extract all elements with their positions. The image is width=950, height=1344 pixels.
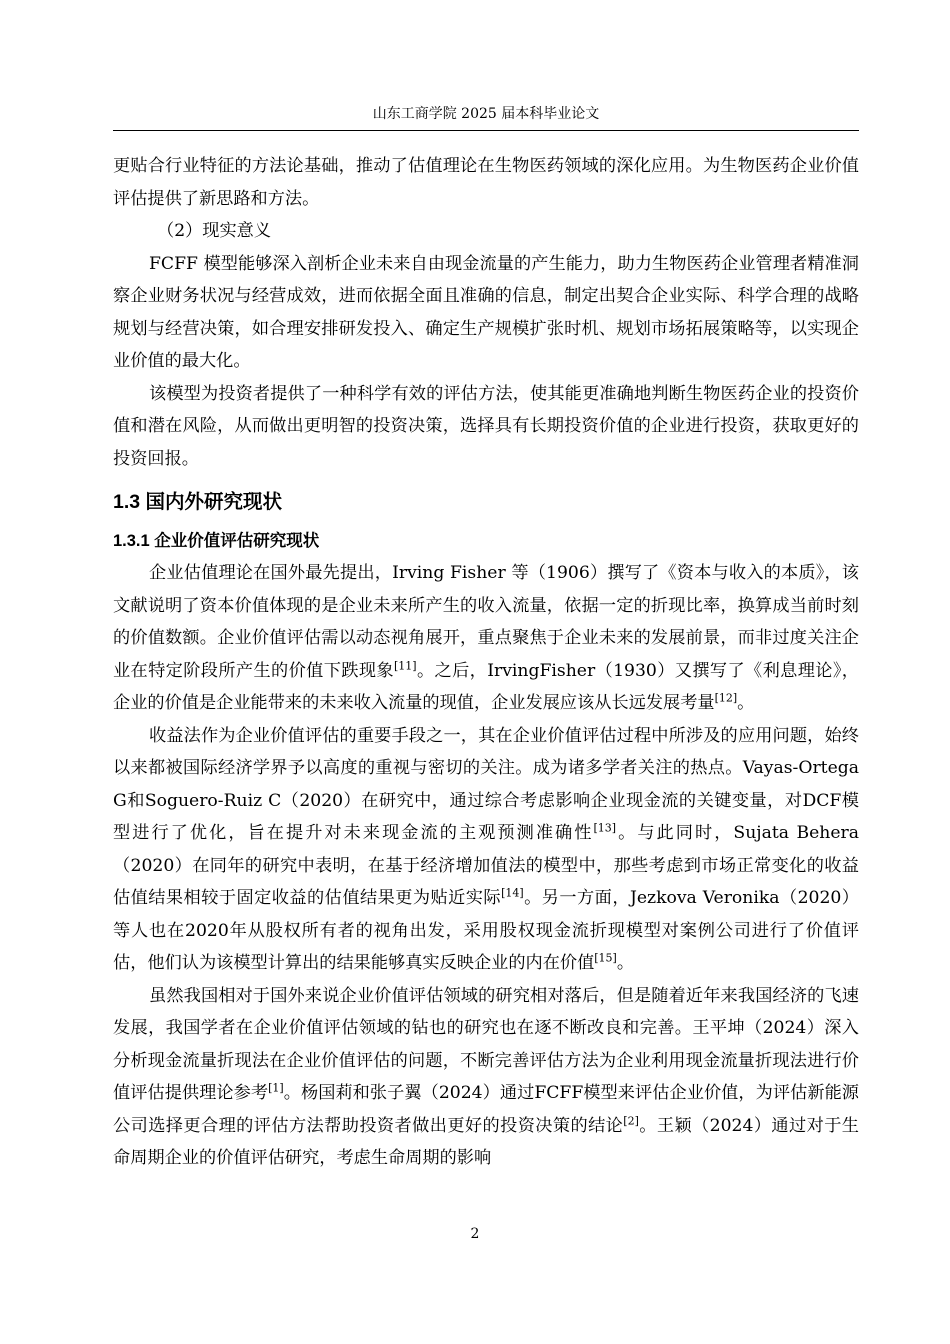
page-body — [113, 150, 859, 1175]
citation-ref: [13] — [593, 821, 617, 835]
paragraph-income-approach — [113, 720, 859, 980]
text-run: 。 — [737, 693, 755, 713]
citation-ref: [2] — [623, 1113, 639, 1127]
citation-ref: [11] — [393, 658, 417, 672]
citation-ref: [15] — [594, 951, 617, 965]
text-run: 。另一方面，Jezkova Veronika（2020）等人也在2020年从股权所有者的视角出发，采用股权现金流折现模型对案例公司进行了价值评估，他们认为该模型计算出的结果能够真实反映企业的内在价值 — [113, 888, 859, 973]
list-item-practical-significance: （2）现实意义 — [157, 221, 272, 241]
subsection-heading-1-3-1: 1.3.1 企业价值评估研究现状 — [113, 532, 320, 550]
paragraph-fcff-management: FCFF 模型能够深入剖析企业未来自由现金流量的产生能力，助力生物医药企业管理者精准洞察企业财务状况与经营成效，进而依据全面且准确的信息，制定出契合企业实际、科学合理的战略规划与经营决策，如合理安排研发投入、确定生产规模扩张时机、规划市场拓展策略等，以实现企业价值的最大化。 — [113, 253, 859, 371]
paragraph-continued: 更贴合行业特征的方法论基础，推动了估值理论在生物医药领域的深化应用。为生物医药企业价值评估提供了新思路和方法。 — [113, 156, 859, 209]
page-number: 2 — [470, 1226, 480, 1242]
paragraph-domestic-research — [113, 980, 859, 1175]
citation-ref: [14] — [501, 886, 524, 900]
text-run: 。杨国莉和张子翼（2024）通过FCFF模型来评估企业价值，为评估新能源公司选择更合理的评估方法帮助投资者做出更好的投资决策的结论 — [113, 1083, 859, 1136]
text-run: 。王颖（2024）通过对于生命周期企业的价值评估研究，考虑生命周期的影响 — [113, 1115, 859, 1168]
citation-ref: [12] — [714, 691, 738, 705]
paragraph-fisher — [113, 557, 859, 720]
text-run: 。与此同时，Sujata Behera（2020）在同年的研究中表明，在基于经济增加值法的模型中，那些考虑到市场正常变化的收益估值结果相较于固定收益的估值结果更为贴近实际 — [113, 823, 859, 908]
text-run: 。之后，IrvingFisher（1930）又撰写了《利息理论》，企业的价值是企业能带来的未来收入流量的现值，企业发展应该从长远发展考量 — [113, 660, 859, 713]
text-run: 收益法作为企业价值评估的重要手段之一，其在企业价值评估过程中所涉及的应用问题，始终以来都被国际经济学界予以高度的重视与密切的关注。成为诸多学者关注的热点。Vayas-Ortega G和Soguero-Ruiz C（2020）在研究中，通过综合考虑影响企业现金流的关键变量，对DCF模型进行了优化，旨在提升对未来现金流的主观预测准确性 — [113, 725, 859, 843]
section-heading-1-3: 1.3 国内外研究现状 — [113, 491, 283, 513]
text-run: 。 — [616, 953, 635, 973]
text-run: 企业估值理论在国外最先提出，Irving Fisher 等（1906）撰写了《资本与收入的本质》，该文献说明了资本价值体现的是企业未来所产生的收入流量，依据一定的折现比率，换算成当前时刻的价值数额。企业价值评估需以动态视角展开，重点聚焦于企业未来的发展前景，而非过度关注企业在特定阶段所产生的价值下跌现象 — [113, 563, 859, 681]
running-header: 山东工商学院 2025 届本科毕业论文 — [113, 104, 859, 131]
citation-ref: [1] — [268, 1081, 284, 1095]
paragraph-investor-value: 该模型为投资者提供了一种科学有效的评估方法，使其能更准确地判断生物医药企业的投资价值和潜在风险，从而做出更明智的投资决策，选择具有长期投资价值的企业进行投资，获取更好的投资回报。 — [113, 383, 859, 469]
text-run: 虽然我国相对于国外来说企业价值评估领域的研究相对落后，但是随着近年来我国经济的飞速发展，我国学者在企业价值评估领域的钻也的研究也在逐不断改良和完善。王平坤（2024）深入分析现金流量折现法在企业价值评估的问题，不断完善评估方法为企业利用现金流量折现法进行价值评估提供理论参考 — [113, 985, 859, 1103]
